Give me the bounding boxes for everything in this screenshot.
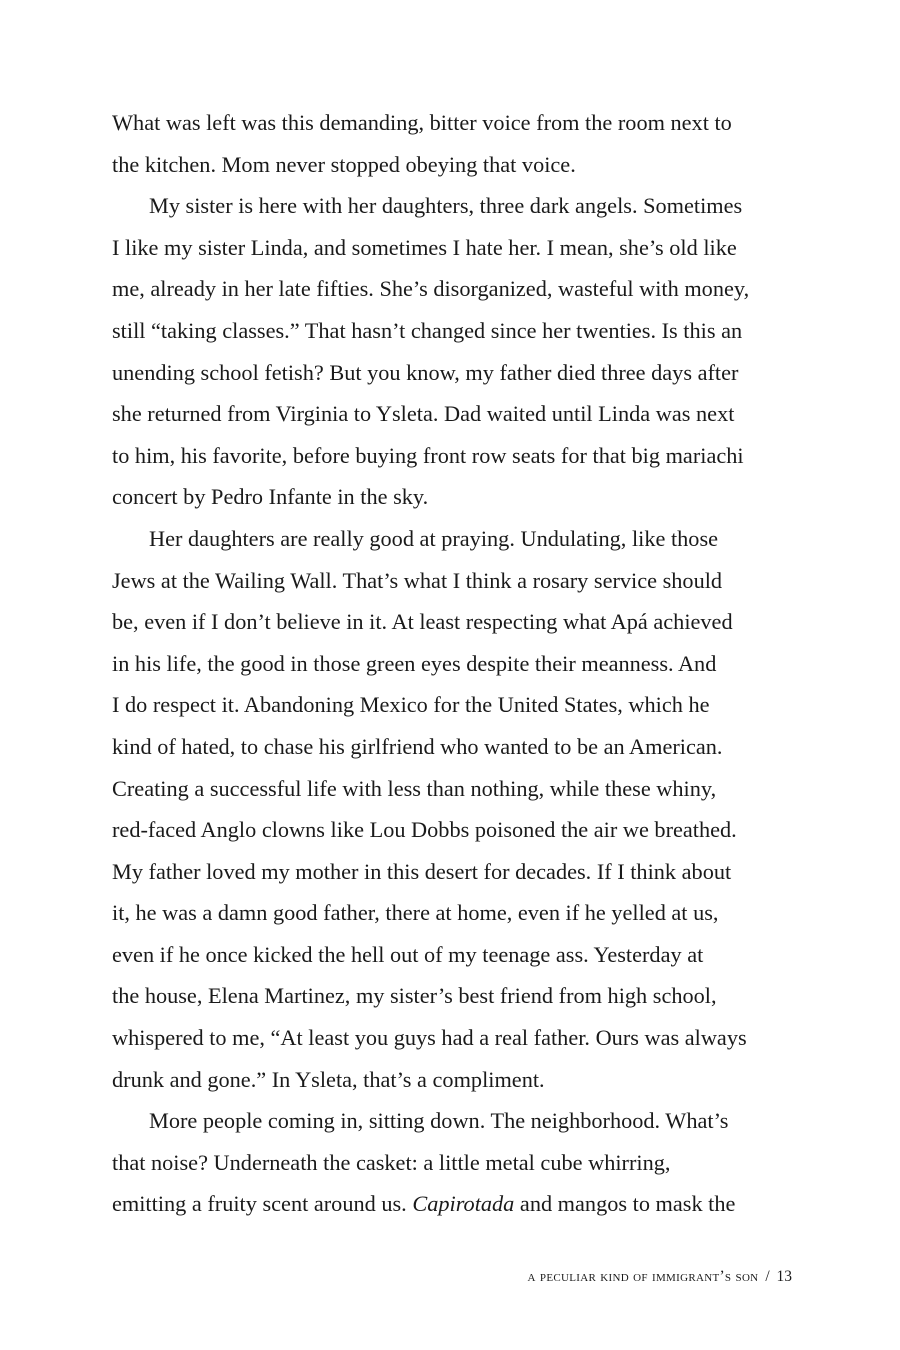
paragraph-start-line: My sister is here with her daughters, three dark angels. Sometimes — [149, 193, 743, 219]
text-line: What was left was this demanding, bitter voice from the room next to — [112, 110, 732, 135]
text-line: My father loved my mother in this desert for decades. If I think about — [112, 858, 732, 884]
text-line: concert by Pedro Infante in the sky. — [112, 484, 429, 510]
text-line: red-faced Anglo clowns like Lou Dobbs poisoned the air we breathed. — [112, 817, 737, 843]
text-line-last — [112, 1183, 802, 1225]
text-line: Creating a successful life with less than nothing, while these whiny, — [112, 775, 717, 801]
page-number: 13 — [776, 1268, 792, 1285]
text-line: in his life, the good in those green eyes despite their meanness. And — [112, 650, 717, 676]
text-line: kind of hated, to chase his girlfriend who wanted to be an American. — [112, 733, 723, 759]
text-line: be, even if I don’t believe in it. At least respecting what Apá achieved — [112, 609, 733, 635]
page-footer — [0, 1268, 792, 1286]
text-line: I like my sister Linda, and sometimes I hate her. I mean, she’s old like — [112, 234, 737, 260]
footer-separator: / — [765, 1268, 770, 1285]
text-line: even if he once kicked the hell out of my teenage ass. Yesterday at — [112, 941, 704, 967]
text-line: unending school fetish? But you know, my father died three days after — [112, 359, 739, 385]
text-line: whispered to me, “At least you guys had a real father. Ours was always — [112, 1025, 747, 1051]
text-line: drunk and gone.” In Ysleta, that’s a compliment. — [112, 1066, 545, 1092]
text-line: she returned from Virginia to Ysleta. Dad waited until Linda was next — [112, 401, 735, 427]
body-text — [112, 102, 802, 1225]
text-line: the kitchen. Mom never stopped obeying that voice. — [112, 151, 576, 177]
text-line: me, already in her late fifties. She’s disorganized, wasteful with money, — [112, 276, 750, 302]
text-line: Jews at the Wailing Wall. That’s what I think a rosary service should — [112, 567, 723, 593]
text-line: that noise? Underneath the casket: a little metal cube whirring, — [112, 1149, 671, 1175]
text-line: still “taking classes.” That hasn’t changed since her twenties. Is this an — [112, 317, 743, 343]
italic-term: Capirotada — [412, 1191, 515, 1217]
paragraph-start-line: Her daughters are really good at praying. Undulating, like those — [149, 525, 719, 551]
paragraph-start-line: More people coming in, sitting down. The neighborhood. What’s — [149, 1108, 729, 1134]
text-line: I do respect it. Abandoning Mexico for the United States, which he — [112, 692, 710, 718]
text-fragment: emitting a fruity scent around us. — [112, 1191, 413, 1217]
text-fragment: and mangos to mask the — [514, 1191, 736, 1217]
text-line: the house, Elena Martinez, my sister’s best friend from high school, — [112, 983, 717, 1009]
text-line: it, he was a damn good father, there at home, even if he yelled at us, — [112, 900, 719, 926]
text-line: to him, his favorite, before buying front row seats for that big mariachi — [112, 442, 744, 468]
running-head: a peculiar kind of immigrant’s son — [527, 1268, 759, 1285]
